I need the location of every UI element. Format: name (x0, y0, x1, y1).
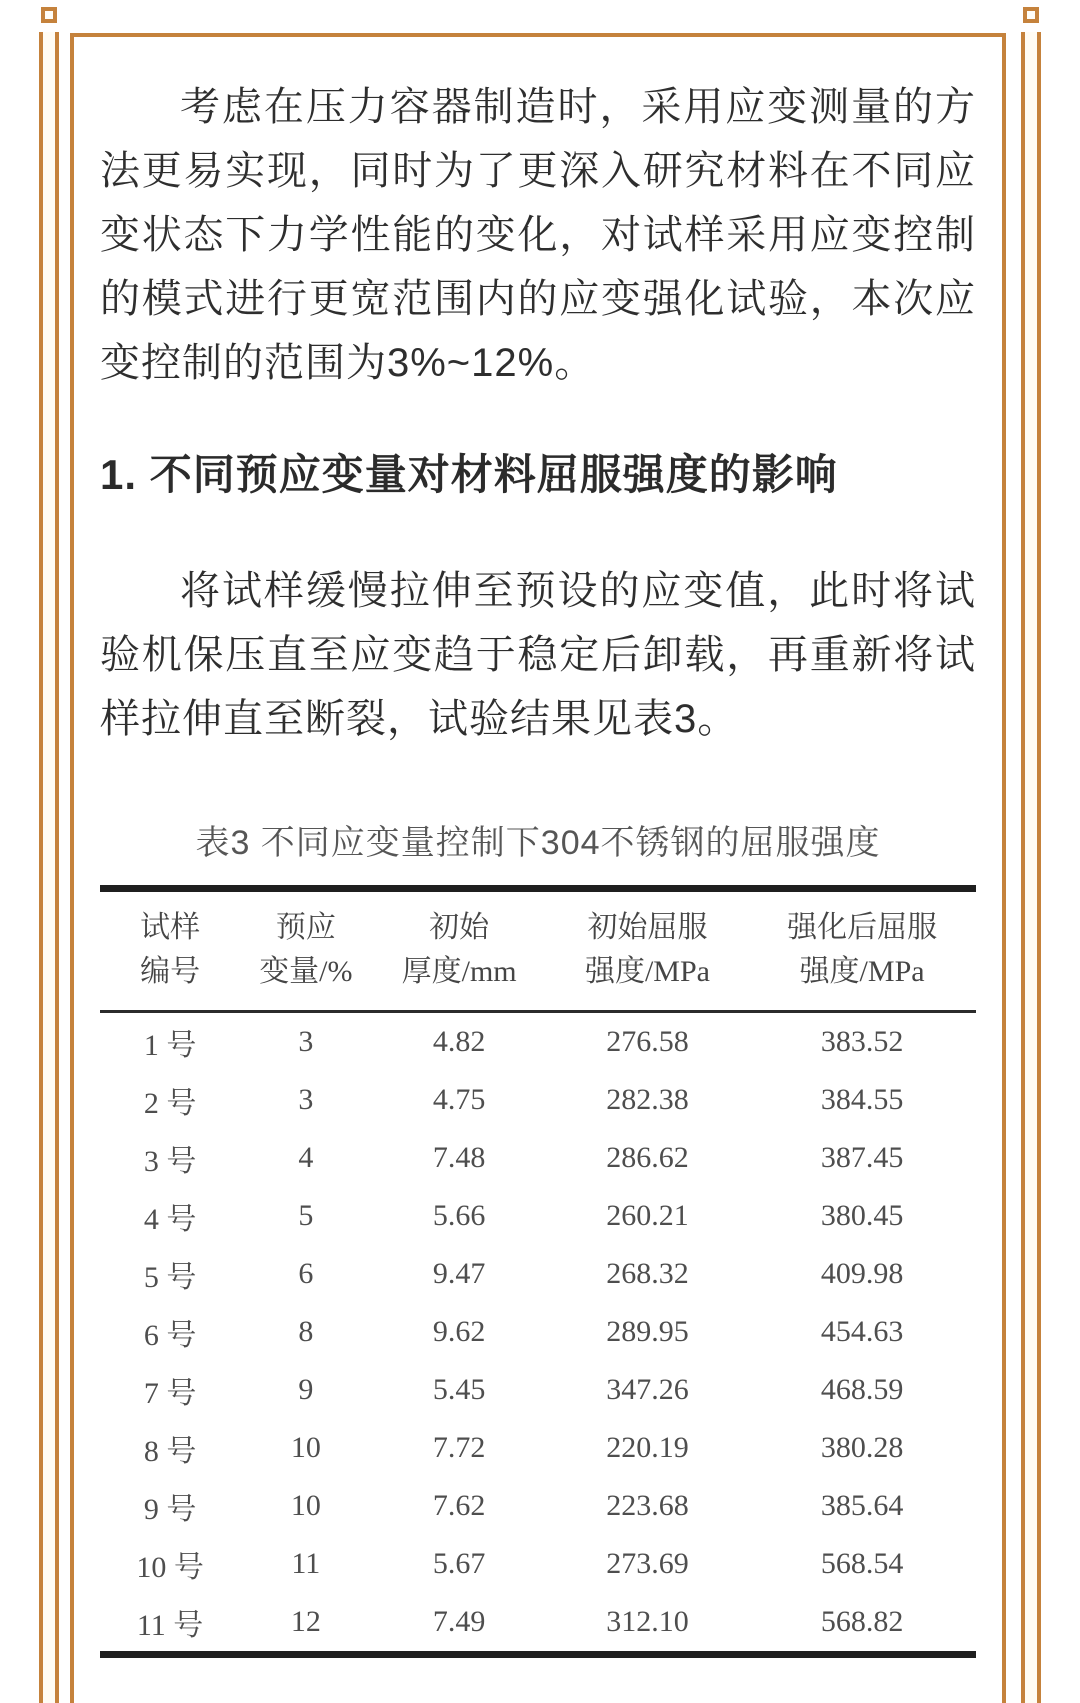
header-cell-line1: 预应 (275, 911, 336, 944)
table-header (100, 892, 976, 1013)
header-cell-line2: 强度/MPa (799, 955, 925, 988)
table-cell: 7.49 (432, 1605, 486, 1638)
header-cell (100, 906, 240, 994)
table-cell: 3 (298, 1025, 314, 1058)
table-caption: 表3 不同应变量控制下304不锈钢的屈服强度 (195, 824, 881, 862)
table-cell: 10 (290, 1431, 321, 1464)
header-cell-line1: 试样 (140, 911, 201, 944)
table-cell: 3 (298, 1083, 314, 1116)
header-cell (240, 906, 371, 994)
table-cell: 409.98 (820, 1257, 904, 1290)
table-cell: 5.45 (432, 1373, 486, 1406)
table-cell: 2 号 (143, 1087, 197, 1120)
table-cell: 282.38 (606, 1083, 689, 1116)
table-row (100, 1361, 976, 1419)
content-frame (70, 33, 1006, 1703)
header-cell-line2: 编号 (140, 955, 201, 988)
header-cell-line1: 初始 (429, 911, 490, 944)
table-row (100, 1071, 976, 1129)
table-cell: 11 号 (136, 1609, 204, 1642)
table-cell: 12 (290, 1605, 321, 1638)
header-cell-line2: 厚度/mm (401, 955, 517, 988)
table-cell: 4.75 (432, 1083, 486, 1116)
table-row (100, 1187, 976, 1245)
table-cell: 8 (298, 1315, 314, 1348)
corner-ornament-right (1023, 7, 1039, 23)
table-cell: 223.68 (606, 1489, 689, 1522)
table-cell: 1 号 (143, 1029, 197, 1062)
table-cell: 380.28 (820, 1431, 904, 1464)
table-cell: 4 (298, 1141, 314, 1174)
table-cell: 4 号 (143, 1203, 197, 1236)
table-cell: 260.21 (606, 1199, 689, 1232)
header-cell-line2: 强度/MPa (584, 955, 710, 988)
table-row (100, 1129, 976, 1187)
header-cell-line1: 强化后屈服 (787, 911, 938, 944)
table-cell: 4.82 (432, 1025, 486, 1058)
table-cell: 384.55 (820, 1083, 904, 1116)
table-cell: 347.26 (606, 1373, 689, 1406)
table-cell: 385.64 (820, 1489, 904, 1522)
table-cell: 5 (298, 1199, 314, 1232)
table-cell: 387.45 (820, 1141, 904, 1174)
table-cell: 7 号 (143, 1377, 197, 1410)
table-cell: 3 号 (143, 1145, 197, 1178)
table-cell: 7.62 (432, 1489, 486, 1522)
section-heading: 1. 不同预应变量对材料屈服强度的影响 (100, 451, 838, 498)
table-cell: 7.48 (432, 1141, 486, 1174)
table-cell: 454.63 (820, 1315, 904, 1348)
table-cell: 11 (291, 1547, 321, 1580)
header-cell-line1: 初始屈服 (587, 911, 708, 944)
table-cell: 9 号 (143, 1493, 197, 1526)
table-cell: 273.69 (606, 1547, 689, 1580)
table-cell: 9 (298, 1373, 314, 1406)
side-rail-left (39, 32, 59, 1703)
table-cell: 286.62 (606, 1141, 689, 1174)
table-cell: 10 号 (136, 1551, 204, 1584)
table-cell: 8 号 (143, 1435, 197, 1468)
table-row (100, 1593, 976, 1651)
table-cell: 6 (298, 1257, 314, 1290)
table-row (100, 1419, 976, 1477)
table-cell: 468.59 (820, 1373, 904, 1406)
table-cell: 312.10 (606, 1605, 689, 1638)
table-cell: 568.82 (820, 1605, 904, 1638)
table-cell: 7.72 (432, 1431, 486, 1464)
table-cell: 380.45 (820, 1199, 904, 1232)
header-cell (547, 906, 748, 994)
corner-ornament-left (41, 7, 57, 23)
table-cell: 5 号 (143, 1261, 197, 1294)
table-cell: 9.62 (432, 1315, 486, 1348)
table-cell: 10 (290, 1489, 321, 1522)
table-body (100, 1013, 976, 1651)
table-row (100, 1013, 976, 1071)
table-cell: 5.67 (432, 1547, 486, 1580)
table-row (100, 1535, 976, 1593)
table-cell: 268.32 (606, 1257, 689, 1290)
table-row (100, 1477, 976, 1535)
table-cell: 5.66 (432, 1199, 486, 1232)
table-cell: 276.58 (606, 1025, 689, 1058)
header-cell (372, 906, 547, 994)
table-row (100, 1303, 976, 1361)
header-cell (748, 906, 976, 994)
table-cell: 6 号 (143, 1319, 197, 1352)
table-cell: 568.54 (820, 1547, 904, 1580)
header-cell-line2: 变量/% (259, 955, 353, 988)
table-cell: 220.19 (606, 1431, 689, 1464)
paragraph-intro: 考虑在压力容器制造时，采用应变测量的方法更易实现，同时为了更深入研究材料在不同应变状态下力学性能的变化，对试样采用应变控制的模式进行更宽范围内的应变强化试验，本次应变控制的范围为3%~12%。 (100, 85, 976, 385)
table-row (100, 1245, 976, 1303)
paragraph-method: 将试样缓慢拉伸至预设的应变值，此时将试验机保压直至应变趋于稳定后卸载，再重新将试样拉伸直至断裂，试验结果见表3。 (100, 569, 976, 741)
side-rail-right (1021, 32, 1041, 1703)
table-cell: 9.47 (432, 1257, 486, 1290)
table-cell: 383.52 (820, 1025, 904, 1058)
results-table (100, 885, 976, 1658)
table-cell: 289.95 (606, 1315, 689, 1348)
